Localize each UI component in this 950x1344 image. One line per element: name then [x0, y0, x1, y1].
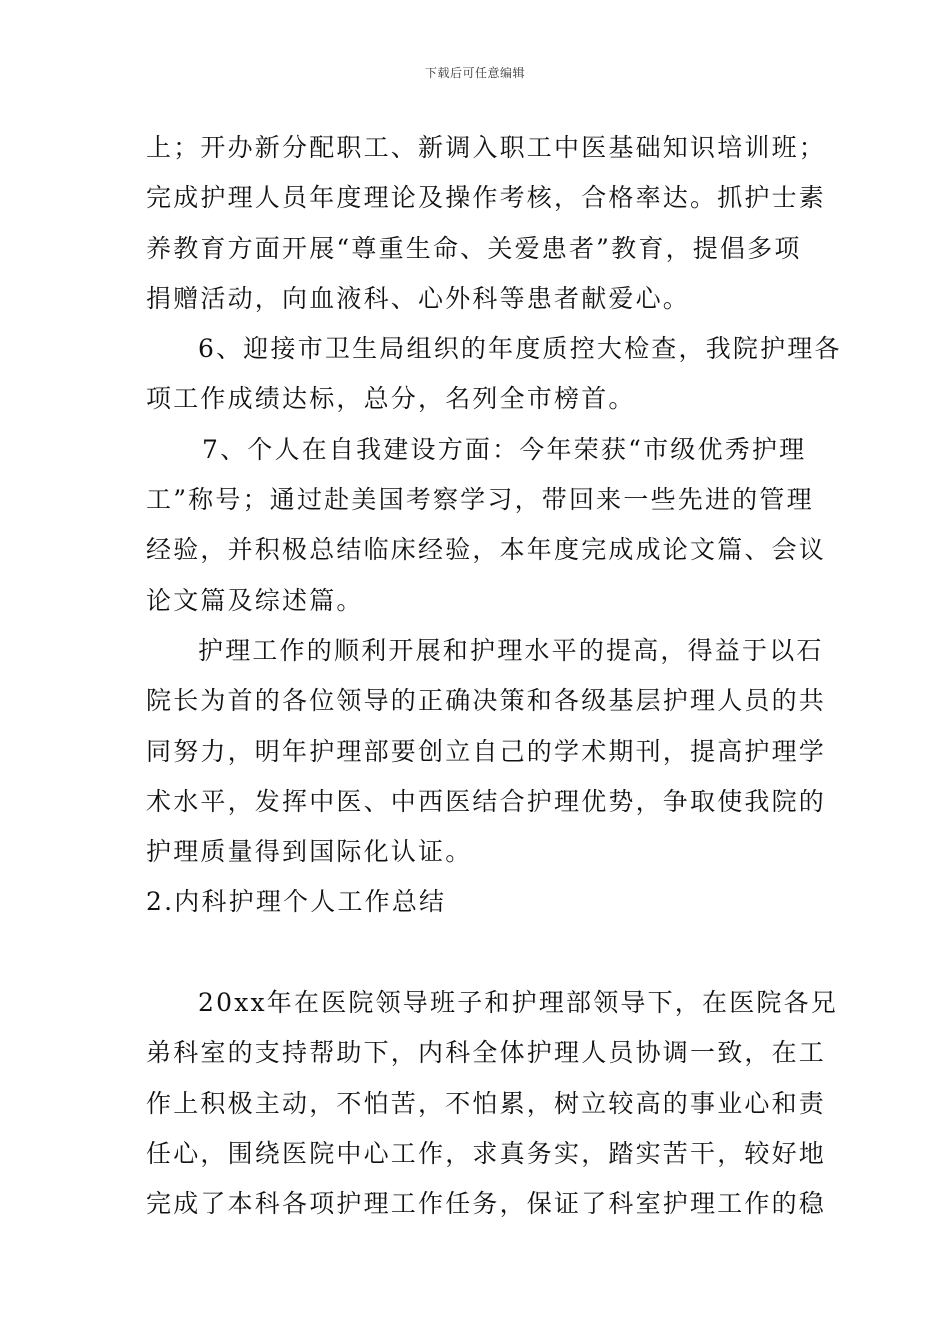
paragraph-line: 项工作成绩达标，总分，名列全市榜首。 [146, 384, 636, 414]
blank-line [146, 928, 810, 978]
paragraph-line: 作上积极主动，不怕苦，不怕累，树立较高的事业心和责 [146, 1088, 827, 1118]
paragraph-line: 捐赠活动，向血液科、心外科等患者献爱心。 [146, 283, 691, 313]
paragraph-line: 经验，并积极总结临床经验，本年度完成成论文篇、会议 [146, 535, 827, 565]
document-body [146, 123, 842, 1230]
paragraph-line: 术水平，发挥中医、中西医结合护理优势，争取使我院的 [146, 786, 827, 816]
paragraph-line: 上；开办新分配职工、新调入职工中医基础知识培训班； [146, 133, 827, 162]
paragraph-line: 护理工作的顺利开展和护理水平的提高，得益于以石 [198, 635, 824, 665]
paragraph-line: 养教育方面开展“尊重生命、关爱患者”教育，提倡多项 [146, 233, 802, 263]
paragraph-line: 7、个人在自我建设方面：今年荣获“市级优秀护理 [202, 434, 807, 464]
paragraph-line: 弟科室的支持帮助下，内科全体护理人员协调一致，在工 [146, 1038, 827, 1068]
paragraph-line: 6、迎接市卫生局组织的年度质控大检查，我院护理各 [198, 334, 842, 364]
page-header: 下载后可任意编辑 [424, 66, 525, 80]
paragraph-line: 同努力，明年护理部要创立自己的学术期刊，提高护理学 [146, 736, 827, 766]
paragraph-line: 20xx年在医院领导班子和护理部领导下，在医院各兄 [198, 988, 839, 1018]
paragraph-line: 完成护理人员年度理论及操作考核，合格率达。抓护士素 [146, 183, 827, 213]
paragraph-line: 任心，围绕医院中心工作，求真务实，踏实苦干，较好地 [146, 1138, 827, 1168]
paragraph-line: 院长为首的各位领导的正确决策和各级基层护理人员的共 [146, 686, 827, 716]
paragraph-line: 工”称号；通过赴美国考察学习，带回来一些先进的管理 [146, 485, 814, 515]
paragraph-line: 论文篇及综述篇。 [146, 585, 364, 615]
section-heading: 2.内科护理个人工作总结 [146, 887, 447, 917]
paragraph-line: 完成了本科各项护理工作任务，保证了科室护理工作的稳 [146, 1189, 827, 1219]
paragraph-line: 护理质量得到国际化认证。 [146, 837, 473, 867]
